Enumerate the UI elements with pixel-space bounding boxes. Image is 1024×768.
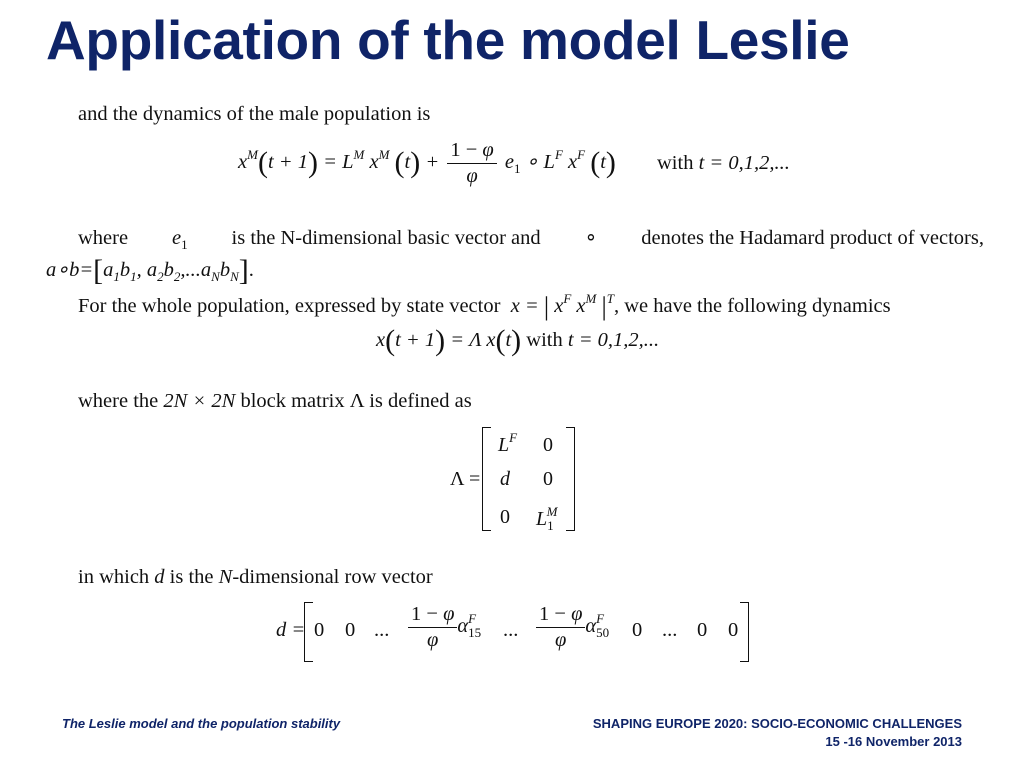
- hadamard-definition: $a\circ b=[a_1b_1$, $a_2b_2,...a_Nb_N$].: [46, 254, 254, 287]
- footer-conference: SHAPING EUROPE 2020: SOCIO-ECONOMIC CHALLENGES: [592, 716, 962, 731]
- in-which-d: N: [218, 566, 233, 588]
- whole-pop-line: [78, 292, 891, 320]
- in-which-c: is the: [169, 566, 214, 588]
- footer-left-caption: The Leslie model and the population stability: [62, 716, 341, 731]
- eq2-range: t = 0,1,2,...: [567, 329, 660, 351]
- e1-symbol: $e_1$: [172, 227, 188, 252]
- where-e1-b: is the N-dimensional basic vector and: [231, 227, 541, 249]
- hadamard-symbol: ∘: [584, 227, 598, 249]
- where-e1-line: [78, 228, 984, 251]
- footer-date: 15 -16 November 2013: [825, 733, 962, 749]
- eq1-with-label: with: [657, 152, 694, 174]
- block-b: 2N × 2N: [163, 390, 236, 412]
- whole-pop-a: For the whole population, expressed by state vector: [78, 295, 501, 317]
- eq2-with-label: with: [526, 329, 563, 351]
- in-which-line: [78, 567, 433, 588]
- eq1-range: t = 0,1,2,...: [698, 152, 790, 174]
- in-which-e: -dimensional row vector: [232, 566, 433, 588]
- block-matrix-line: [78, 391, 472, 412]
- slide-title: Application of the model Leslie: [46, 9, 850, 71]
- state-vector: x = | $x^F$ $x^M$ $|^T$: [505, 291, 614, 321]
- whole-pop-b: , we have the following dynamics: [613, 295, 891, 317]
- footer-right-caption: [593, 715, 962, 750]
- block-a: where the: [78, 390, 159, 412]
- block-e: is defined as: [369, 390, 472, 412]
- equation-whole-dynamics: x(t + 1) = Λ x(t) with t = 0,1,2,...: [376, 324, 660, 357]
- block-d: Λ: [349, 390, 365, 412]
- where-e1-a: where: [78, 227, 129, 249]
- in-which-b: d: [154, 566, 165, 588]
- block-c: block matrix: [240, 390, 345, 412]
- male-intro-text: and the dynamics of the male population is: [78, 103, 431, 125]
- in-which-a: in which: [78, 566, 150, 588]
- equation-male-dynamics: $x^M(t + 1) = L^M$ $x^M$ (t) + $\frac{1 - \varphi}{\varphi}$ $e_1$ ∘ $L^F$ $x^F$ (t): [238, 139, 616, 187]
- lambda-matrix: Λ = $L^F$ 0 d 0 0 $L_1^M$: [450, 423, 580, 533]
- where-e1-c: denotes the Hadamard product of vectors,: [641, 227, 984, 249]
